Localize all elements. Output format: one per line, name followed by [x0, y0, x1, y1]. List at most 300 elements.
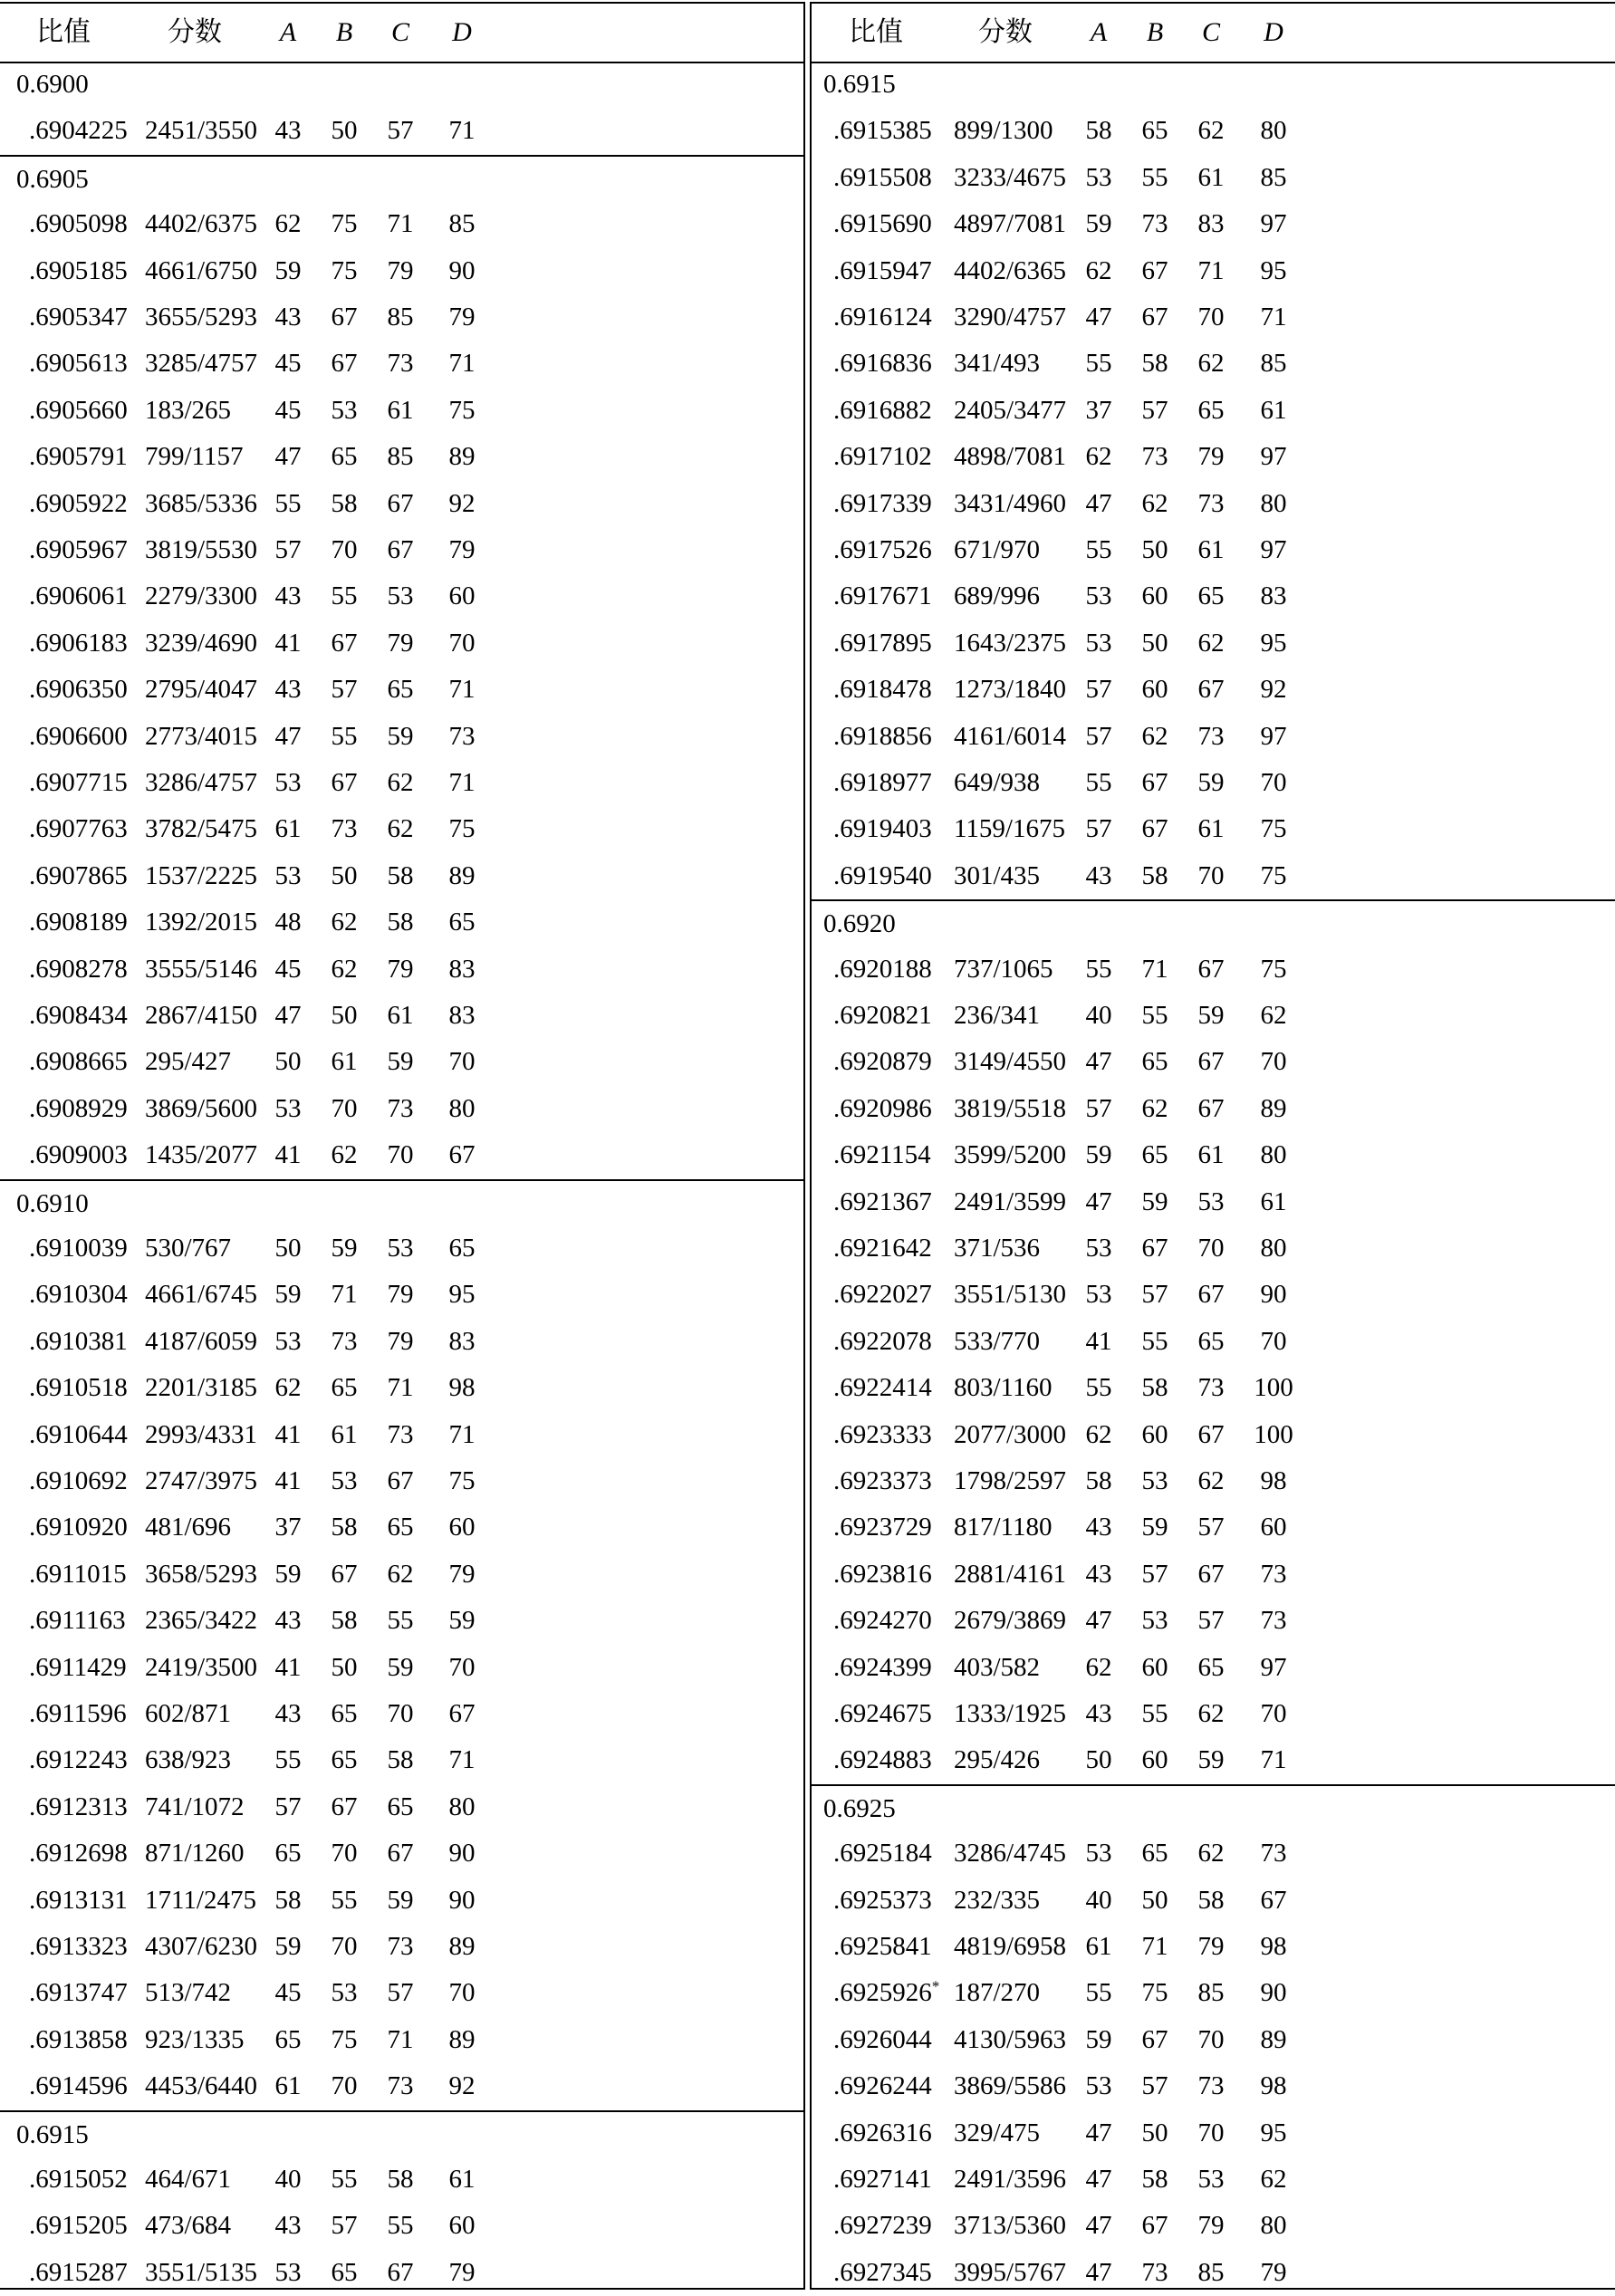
value-c: 79 [387, 954, 414, 984]
value-d: 75 [448, 395, 476, 425]
value-a: 45 [274, 1978, 302, 2008]
fraction-value: 187/270 [954, 1978, 1041, 2008]
table-row [811, 1039, 1615, 1085]
value-d: 97 [1260, 442, 1287, 472]
value-a: 59 [274, 1280, 302, 1310]
value-c: 65 [1197, 1326, 1225, 1356]
value-b: 70 [331, 1932, 358, 1961]
value-b: 65 [1141, 1047, 1168, 1077]
fraction-value: 481/696 [145, 1513, 232, 1542]
fraction-value: 2993/4331 [145, 1419, 258, 1449]
value-b: 58 [331, 1606, 358, 1636]
value-d: 90 [1260, 1978, 1287, 2008]
value-d: 67 [448, 1699, 476, 1728]
value-d: 80 [1260, 1234, 1287, 1263]
value-b: 62 [1141, 488, 1168, 518]
value-c: 85 [1197, 1978, 1225, 2008]
value-d: 97 [1260, 1652, 1287, 1682]
value-b: 50 [331, 1652, 358, 1682]
ratio-value: .6911163 [29, 1606, 126, 1636]
value-b: 60 [1141, 1419, 1168, 1449]
value-a: 57 [1085, 1093, 1112, 1123]
value-a: 55 [1085, 1978, 1112, 2008]
fraction-value: 403/582 [954, 1652, 1041, 1682]
value-a: 53 [1085, 581, 1112, 611]
value-c: 58 [387, 1745, 414, 1775]
value-c: 67 [387, 1466, 414, 1495]
value-b: 58 [331, 1513, 358, 1542]
table-row [811, 806, 1615, 852]
value-d: 80 [1260, 488, 1287, 518]
fraction-value: 4130/5963 [954, 2024, 1067, 2054]
value-b: 70 [331, 2071, 358, 2101]
value-c: 53 [387, 581, 414, 611]
table-row [0, 1830, 803, 1877]
value-a: 55 [1085, 954, 1112, 984]
table-row [811, 1878, 1615, 1924]
value-d: 83 [448, 1001, 476, 1030]
fraction-value: 1643/2375 [954, 628, 1067, 658]
value-d: 92 [448, 488, 476, 518]
value-d: 89 [448, 2024, 476, 2054]
fraction-value: 3869/5586 [954, 2071, 1067, 2101]
fraction-value: 533/770 [954, 1326, 1041, 1356]
table-row [0, 573, 803, 620]
fraction-value: 295/426 [954, 1745, 1041, 1775]
value-d: 75 [1260, 814, 1287, 844]
fraction-value: 3239/4690 [145, 628, 258, 658]
value-d: 90 [448, 1839, 476, 1869]
value-c: 57 [1197, 1513, 1225, 1542]
value-d: 71 [448, 768, 476, 797]
fraction-value: 329/475 [954, 2118, 1041, 2147]
fraction-value: 649/938 [954, 768, 1041, 797]
table-row [811, 2110, 1615, 2157]
table-row [0, 714, 803, 760]
value-c: 62 [1197, 116, 1225, 146]
value-c: 70 [1197, 2118, 1225, 2147]
fraction-value: 2201/3185 [145, 1373, 258, 1403]
table-row [811, 434, 1615, 480]
table-row [811, 1132, 1615, 1178]
value-d: 85 [1260, 162, 1287, 192]
value-a: 43 [274, 675, 302, 705]
fraction-value: 4161/6014 [954, 721, 1067, 751]
value-d: 61 [1260, 1186, 1287, 1216]
table-row [0, 760, 803, 806]
value-c: 85 [387, 303, 414, 331]
ratio-value: .6908929 [29, 1093, 128, 1123]
value-b: 75 [331, 2024, 358, 2054]
table-row [811, 573, 1615, 620]
ratio-value: .6905185 [29, 255, 128, 285]
fraction-value: 4453/6440 [145, 2071, 258, 2101]
value-b: 71 [1141, 1932, 1168, 1961]
fraction-value: 799/1157 [145, 442, 244, 472]
value-d: 89 [1260, 1093, 1287, 1123]
value-d: 80 [448, 1093, 476, 1123]
fraction-value: 3655/5293 [145, 303, 258, 331]
table-row [0, 1365, 803, 1411]
value-a: 53 [274, 860, 302, 890]
ratio-value: .6905791 [29, 442, 128, 472]
value-b: 50 [331, 1001, 358, 1030]
fraction-value: 2867/4150 [145, 1001, 258, 1030]
value-b: 70 [331, 535, 358, 564]
ratio-value: .6910644 [29, 1419, 128, 1449]
ratio-value: .6926244 [833, 2071, 932, 2101]
fraction-value: 1435/2077 [145, 1140, 258, 1170]
fraction-value: 638/923 [145, 1745, 232, 1775]
value-a: 58 [274, 1885, 302, 1915]
table-row [811, 714, 1615, 760]
group-header-row [811, 62, 1615, 108]
value-c: 65 [387, 1513, 414, 1542]
table-row [811, 248, 1615, 294]
value-a: 50 [1085, 1745, 1112, 1775]
value-a: 53 [274, 768, 302, 797]
value-a: 47 [1085, 1186, 1112, 1216]
table-row [811, 620, 1615, 667]
ratio-value: .6915947 [833, 255, 932, 285]
value-b: 70 [331, 1839, 358, 1869]
table-row [0, 341, 803, 387]
header-fraction: 分数 [168, 17, 222, 47]
ratio-value: .6916882 [833, 395, 932, 425]
table-row [811, 1924, 1615, 1970]
value-b: 57 [331, 675, 358, 705]
table-row [0, 1878, 803, 1924]
value-d: 95 [448, 1280, 476, 1310]
value-a: 53 [1085, 628, 1112, 658]
ratio-value: .6923729 [833, 1513, 932, 1542]
fraction-value: 1537/2225 [145, 860, 258, 890]
fraction-value: 923/1335 [145, 2024, 245, 2054]
value-d: 61 [1260, 395, 1287, 425]
value-b: 67 [1141, 2024, 1168, 2054]
header-fraction: 分数 [978, 17, 1033, 47]
value-a: 48 [274, 908, 302, 937]
table-row [811, 1691, 1615, 1737]
value-d: 79 [1260, 2257, 1287, 2287]
table-panel-right [811, 2, 1615, 2290]
value-c: 85 [387, 442, 414, 472]
ratio-value: .6921367 [833, 1186, 932, 1216]
value-b: 55 [1141, 1699, 1168, 1728]
fraction-value: 741/1072 [145, 1792, 245, 1821]
table-row [0, 667, 803, 713]
value-a: 57 [274, 535, 302, 564]
ratio-value: .6923333 [833, 1419, 932, 1449]
value-b: 57 [1141, 1280, 1168, 1310]
value-a: 47 [274, 721, 302, 751]
value-b: 67 [1141, 303, 1168, 331]
value-d: 92 [448, 2071, 476, 2101]
table-row [811, 1970, 1615, 2016]
fraction-value: 689/996 [954, 581, 1041, 611]
value-c: 59 [387, 1047, 414, 1077]
value-d: 59 [448, 1606, 476, 1636]
value-b: 57 [1141, 1559, 1168, 1589]
value-d: 95 [1260, 2118, 1287, 2147]
value-c: 61 [387, 395, 414, 425]
value-c: 58 [387, 860, 414, 890]
value-c: 59 [387, 1885, 414, 1915]
ratio-value: .6925926* [833, 1977, 940, 2008]
value-c: 79 [387, 628, 414, 658]
value-b: 50 [1141, 2118, 1168, 2147]
value-c: 62 [1197, 628, 1225, 658]
value-d: 85 [448, 209, 476, 239]
value-b: 67 [331, 349, 358, 379]
value-a: 53 [1085, 1280, 1112, 1310]
value-c: 71 [1197, 255, 1225, 285]
ratio-value: .6920986 [833, 1093, 932, 1123]
value-a: 43 [1085, 860, 1112, 890]
ratio-value: .6915690 [833, 209, 932, 239]
value-a: 41 [274, 1140, 302, 1170]
value-b: 73 [1141, 2257, 1168, 2287]
table-row [0, 1924, 803, 1970]
value-d: 70 [1260, 1699, 1287, 1728]
ratio-value: .6914596 [29, 2071, 128, 2101]
fraction-value: 602/871 [145, 1699, 232, 1728]
fraction-value: 2773/4015 [145, 721, 258, 751]
value-d: 98 [1260, 1466, 1287, 1495]
table-row [811, 667, 1615, 713]
ratio-value: .6919403 [833, 814, 932, 844]
value-c: 62 [1197, 1466, 1225, 1495]
value-c: 62 [1197, 1839, 1225, 1869]
value-c: 79 [1197, 2211, 1225, 2241]
ratio-value: .6921642 [833, 1234, 932, 1263]
value-c: 58 [1197, 1885, 1225, 1915]
table-row [0, 899, 803, 946]
header-a: A [1090, 17, 1108, 47]
value-b: 53 [331, 395, 358, 425]
value-d: 80 [1260, 116, 1287, 146]
value-b: 55 [331, 721, 358, 751]
value-d: 70 [1260, 768, 1287, 797]
value-b: 58 [1141, 349, 1168, 379]
footnote-marker: * [931, 1977, 940, 1995]
value-c: 55 [387, 1606, 414, 1636]
header-ratio: 比值 [36, 17, 91, 47]
value-b: 65 [331, 1373, 358, 1403]
ratio-value: .6923816 [833, 1559, 932, 1589]
table-row [0, 1504, 803, 1551]
ratio-value: .6910039 [29, 1234, 128, 1263]
value-a: 53 [1085, 2071, 1112, 2101]
value-b: 67 [331, 1559, 358, 1589]
value-d: 90 [448, 1885, 476, 1915]
value-b: 53 [331, 1466, 358, 1495]
value-d: 70 [448, 1047, 476, 1077]
value-a: 45 [274, 954, 302, 984]
fraction-value: 530/767 [145, 1234, 232, 1263]
value-d: 73 [1260, 1839, 1287, 1869]
value-b: 58 [1141, 1373, 1168, 1403]
value-c: 79 [387, 255, 414, 285]
value-b: 65 [331, 1699, 358, 1728]
group-header-row [0, 2110, 803, 2158]
ratio-value: .6905613 [29, 349, 128, 379]
value-d: 97 [1260, 535, 1287, 564]
value-a: 55 [1085, 535, 1112, 564]
fraction-value: 3782/5475 [145, 814, 258, 844]
value-d: 61 [448, 2165, 476, 2194]
value-a: 47 [1085, 2257, 1112, 2287]
fraction-value: 3149/4550 [954, 1047, 1067, 1077]
value-d: 67 [448, 1140, 476, 1170]
value-a: 43 [1085, 1699, 1112, 1728]
value-c: 70 [1197, 303, 1225, 331]
table-row [811, 201, 1615, 247]
value-c: 73 [1197, 2071, 1225, 2101]
value-c: 65 [387, 675, 414, 705]
table-row [811, 108, 1615, 154]
fraction-value: 2491/3599 [954, 1186, 1067, 1216]
ratio-value: .6924675 [833, 1699, 932, 1728]
value-a: 65 [274, 2024, 302, 2054]
value-c: 67 [387, 2257, 414, 2287]
value-b: 73 [331, 814, 358, 844]
value-b: 55 [1141, 162, 1168, 192]
header-ratio: 比值 [849, 17, 903, 47]
value-a: 61 [274, 814, 302, 844]
ratio-value: .6908665 [29, 1047, 128, 1077]
fraction-value: 2795/4047 [145, 675, 258, 705]
fraction-value: 3555/5146 [145, 954, 258, 984]
fraction-value: 1711/2475 [145, 1885, 256, 1915]
fraction-value: 1333/1925 [954, 1699, 1067, 1728]
value-b: 65 [1141, 1839, 1168, 1869]
value-d: 83 [448, 954, 476, 984]
value-c: 73 [387, 349, 414, 379]
value-d: 73 [1260, 1559, 1287, 1589]
value-a: 43 [274, 303, 302, 331]
ratio-value: .6915287 [29, 2257, 128, 2287]
table-row [811, 388, 1615, 434]
value-d: 67 [1260, 1885, 1287, 1915]
value-a: 40 [1085, 1001, 1112, 1030]
value-b: 53 [1141, 1466, 1168, 1495]
ratio-value: .6927345 [833, 2257, 932, 2287]
fraction-value: 301/435 [954, 860, 1041, 890]
value-b: 67 [1141, 2211, 1168, 2241]
ratio-value: .6924399 [833, 1652, 932, 1682]
value-c: 53 [1197, 2165, 1225, 2194]
table-row [811, 2250, 1615, 2296]
value-d: 70 [448, 1652, 476, 1682]
value-c: 85 [1197, 2257, 1225, 2287]
table-row [0, 1272, 803, 1318]
fraction-value: 341/493 [954, 349, 1041, 379]
value-d: 71 [448, 349, 476, 379]
table-row [811, 1272, 1615, 1318]
value-b: 60 [1141, 675, 1168, 705]
ratio-value: .6927239 [833, 2211, 932, 2241]
value-c: 79 [387, 1326, 414, 1356]
value-a: 50 [274, 1047, 302, 1077]
group-header-row [0, 62, 803, 108]
value-b: 75 [331, 209, 358, 239]
value-b: 67 [1141, 814, 1168, 844]
value-d: 71 [448, 116, 476, 146]
value-c: 70 [1197, 1234, 1225, 1263]
value-c: 67 [1197, 1280, 1225, 1310]
fraction-value: 4897/7081 [954, 209, 1067, 239]
value-d: 89 [448, 442, 476, 472]
value-b: 55 [331, 581, 358, 611]
table-row [0, 993, 803, 1039]
fraction-value: 1159/1675 [954, 814, 1065, 844]
value-d: 62 [1260, 1001, 1287, 1030]
table-row [0, 1784, 803, 1830]
value-d: 75 [448, 814, 476, 844]
value-a: 58 [1085, 116, 1112, 146]
fraction-value: 3819/5518 [954, 1093, 1067, 1123]
fraction-value: 3658/5293 [145, 1559, 258, 1589]
value-a: 43 [274, 2211, 302, 2241]
value-a: 41 [274, 1466, 302, 1495]
table-row [0, 620, 803, 667]
table-row [811, 294, 1615, 341]
value-a: 47 [1085, 488, 1112, 518]
table-row [0, 853, 803, 899]
value-a: 62 [1085, 255, 1112, 285]
ratio-value: .6920821 [833, 1001, 932, 1030]
value-b: 67 [331, 1792, 358, 1821]
table-row [0, 2250, 803, 2296]
value-c: 57 [1197, 1606, 1225, 1636]
header-a: A [279, 17, 297, 47]
table-row [0, 1086, 803, 1132]
value-c: 67 [1197, 675, 1225, 705]
value-c: 58 [387, 908, 414, 937]
value-d: 70 [448, 628, 476, 658]
value-c: 70 [387, 1140, 414, 1170]
ratio-value: .6920188 [833, 954, 932, 984]
table-row [811, 1645, 1615, 1691]
value-b: 67 [1141, 255, 1168, 285]
table-row [811, 155, 1615, 201]
value-c: 83 [1197, 209, 1225, 239]
value-b: 61 [331, 1419, 358, 1449]
value-b: 59 [1141, 1186, 1168, 1216]
table-row [811, 853, 1615, 899]
table-row [811, 1365, 1615, 1411]
value-a: 61 [274, 2071, 302, 2101]
ratio-value: .6920879 [833, 1047, 932, 1077]
ratio-value: .6923373 [833, 1466, 932, 1495]
fraction-value: 4819/6958 [954, 1932, 1067, 1961]
value-a: 58 [1085, 1466, 1112, 1495]
value-b: 60 [1141, 1652, 1168, 1682]
fraction-value: 4661/6750 [145, 255, 258, 285]
ratio-value: .6908434 [29, 1001, 128, 1030]
value-a: 47 [274, 1001, 302, 1030]
ratio-value: .6906061 [29, 581, 128, 611]
value-c: 79 [1197, 1932, 1225, 1961]
group-header-row [811, 1784, 1615, 1832]
table-row [0, 1551, 803, 1598]
header-d: D [1264, 17, 1283, 47]
fraction-value: 4307/6230 [145, 1932, 258, 1961]
header-c: C [1201, 17, 1221, 47]
value-c: 59 [1197, 1001, 1225, 1030]
header-b: B [335, 17, 353, 47]
